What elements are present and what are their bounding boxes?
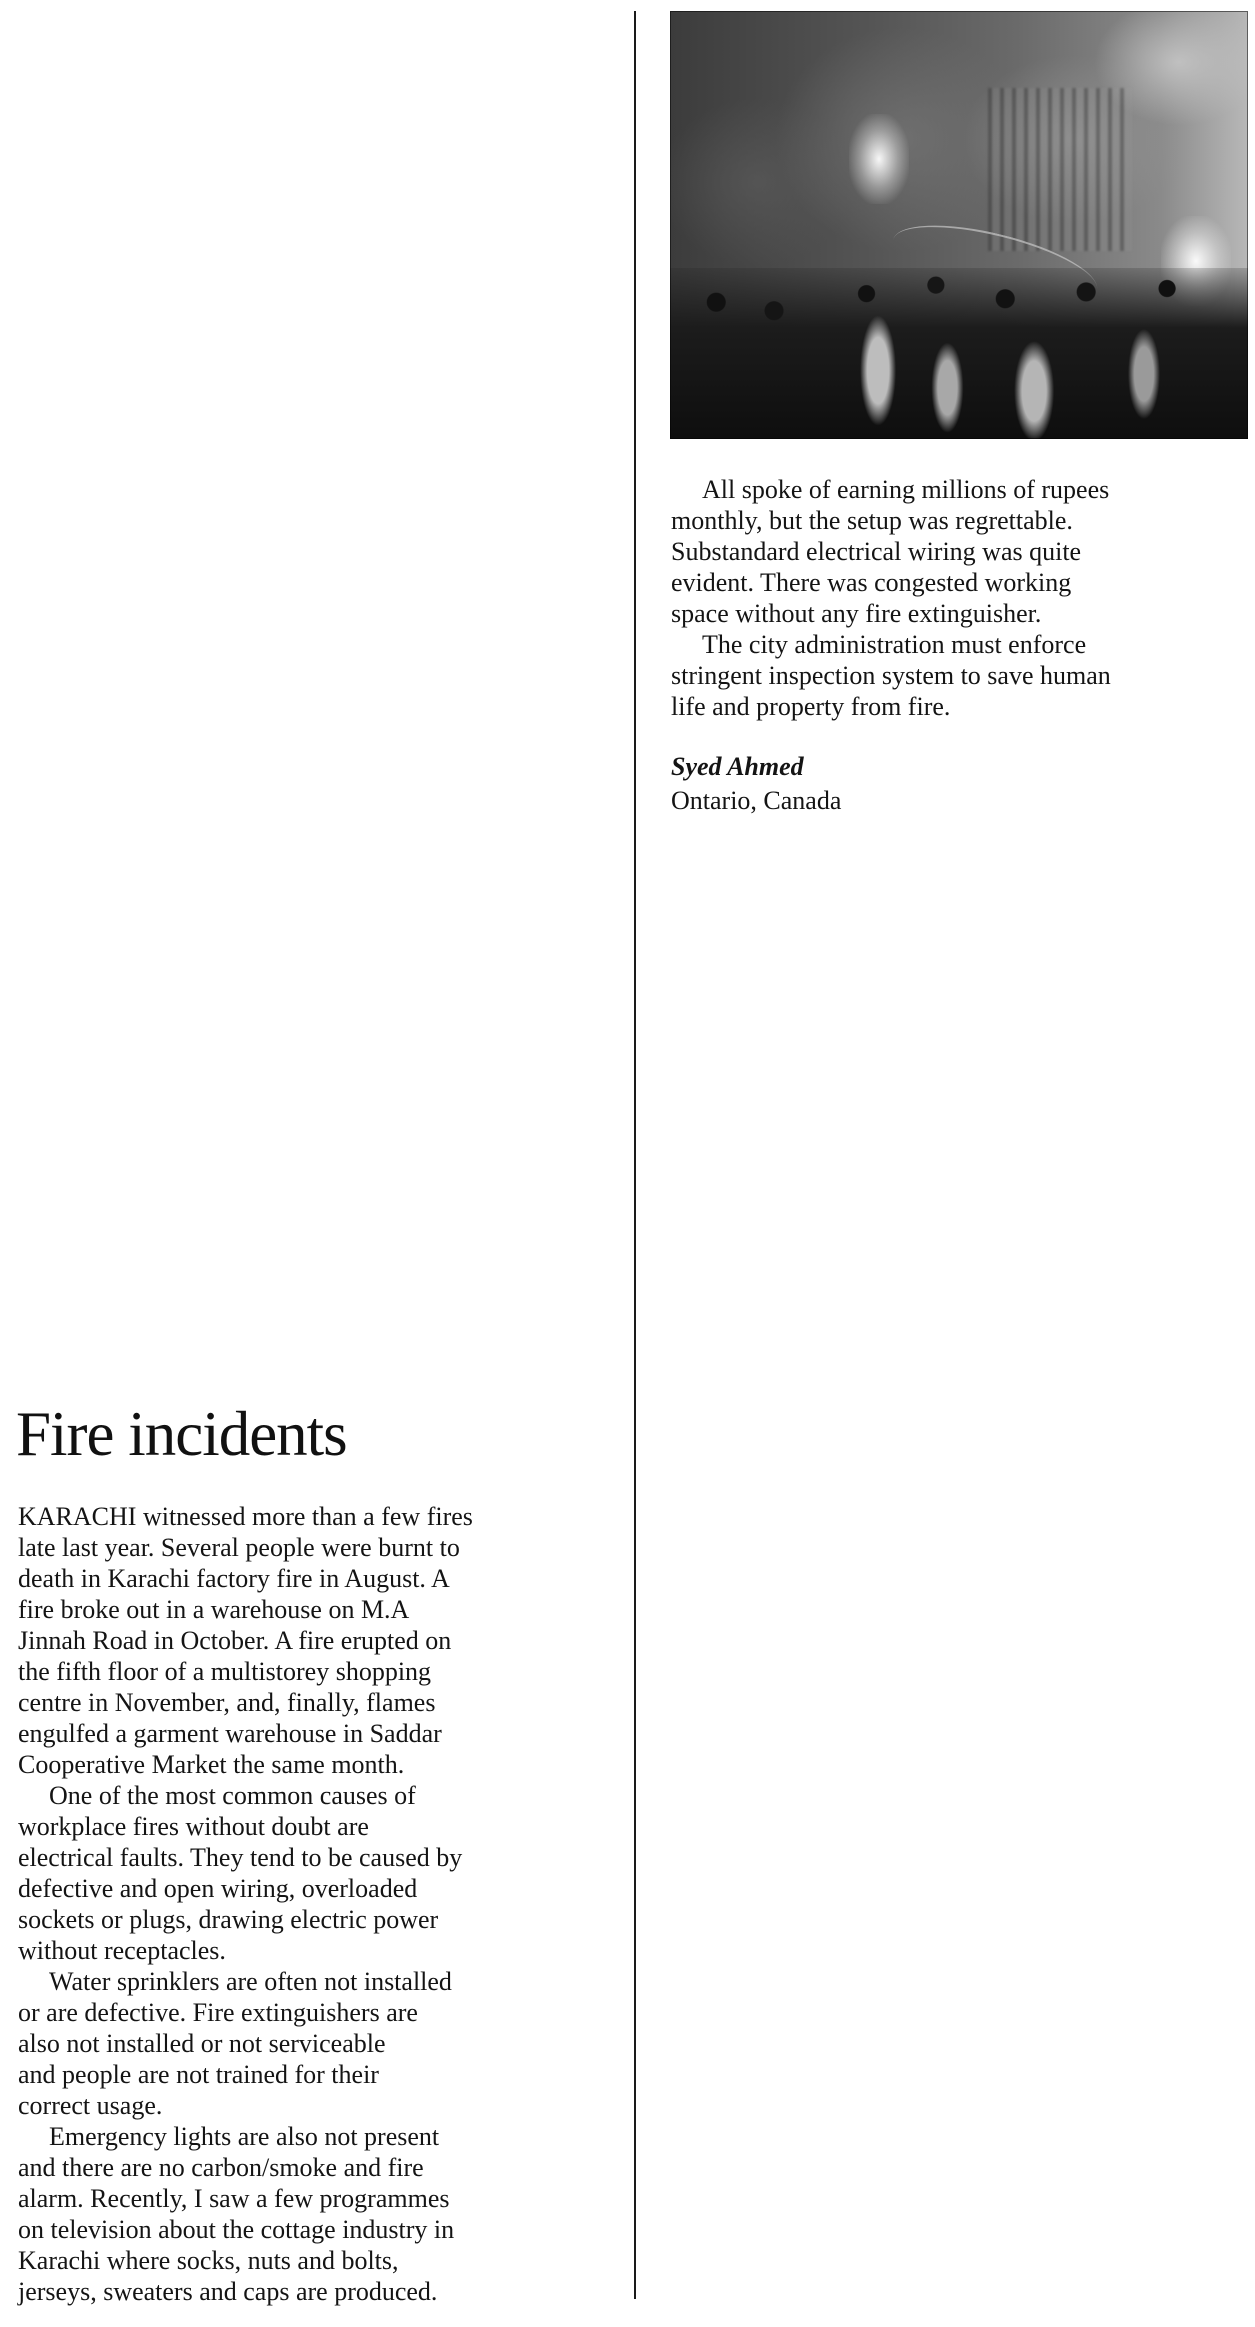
author-location: Ontario, Canada bbox=[671, 786, 842, 815]
letter-body bbox=[18, 1501, 618, 2307]
text-line: the fifth floor of a multistorey shopping bbox=[18, 1657, 432, 1686]
text-line: and people are not trained for their bbox=[18, 2060, 379, 2089]
headline: Fire incidents bbox=[16, 1399, 347, 1469]
paragraph bbox=[18, 1966, 618, 2121]
text-line: KARACHI witnessed more than a few fires bbox=[18, 1502, 473, 1531]
byline bbox=[671, 750, 1231, 818]
text-line: on television about the cottage industry in bbox=[18, 2215, 455, 2244]
photo-frame bbox=[670, 11, 1248, 439]
fire-photo bbox=[670, 11, 1248, 439]
text-line: One of the most common causes of bbox=[49, 1781, 416, 1810]
text-line: Cooperative Market the same month. bbox=[18, 1750, 405, 1779]
text-line: life and property from fire. bbox=[671, 692, 951, 721]
paragraph bbox=[18, 1501, 618, 1780]
text-line: Karachi where socks, nuts and bolts, bbox=[18, 2246, 399, 2275]
column-divider bbox=[634, 11, 636, 2299]
text-line: fire broke out in a warehouse on M.A bbox=[18, 1595, 410, 1624]
text-line: stringent inspection system to save human bbox=[671, 661, 1111, 690]
text-line: electrical faults. They tend to be caused by bbox=[18, 1843, 463, 1872]
author-name: Syed Ahmed bbox=[671, 752, 804, 781]
text-line: death in Karachi factory fire in August. A bbox=[18, 1564, 450, 1593]
text-line: defective and open wiring, overloaded bbox=[18, 1874, 418, 1903]
paragraph bbox=[671, 474, 1251, 629]
text-line: Water sprinklers are often not installed bbox=[49, 1967, 452, 1996]
paragraph bbox=[18, 1780, 618, 1966]
text-line: without receptacles. bbox=[18, 1936, 226, 1965]
paragraph bbox=[18, 2121, 618, 2307]
text-line: Emergency lights are also not present bbox=[49, 2122, 440, 2151]
text-line: space without any fire extinguisher. bbox=[671, 599, 1042, 628]
text-line: engulfed a garment warehouse in Saddar bbox=[18, 1719, 442, 1748]
text-line: jerseys, sweaters and caps are produced. bbox=[18, 2277, 438, 2306]
text-line: Substandard electrical wiring was quite bbox=[671, 537, 1082, 566]
text-line: sockets or plugs, drawing electric power bbox=[18, 1905, 439, 1934]
text-line: correct usage. bbox=[18, 2091, 163, 2120]
text-line: workplace fires without doubt are bbox=[18, 1812, 369, 1841]
letter-continuation bbox=[671, 474, 1251, 722]
text-line: centre in November, and, finally, flames bbox=[18, 1688, 436, 1717]
text-line: alarm. Recently, I saw a few programmes bbox=[18, 2184, 450, 2213]
text-line: or are defective. Fire extinguishers are bbox=[18, 1998, 418, 2027]
text-line: The city administration must enforce bbox=[702, 630, 1087, 659]
text-line: All spoke of earning millions of rupees bbox=[702, 475, 1110, 504]
text-line: evident. There was congested working bbox=[671, 568, 1072, 597]
text-line: late last year. Several people were burnt to bbox=[18, 1533, 460, 1562]
text-line: Jinnah Road in October. A fire erupted on bbox=[18, 1626, 452, 1655]
text-line: also not installed or not serviceable bbox=[18, 2029, 386, 2058]
paragraph bbox=[671, 629, 1251, 722]
text-line: and there are no carbon/smoke and fire bbox=[18, 2153, 424, 2182]
text-line: monthly, but the setup was regrettable. bbox=[671, 506, 1073, 535]
